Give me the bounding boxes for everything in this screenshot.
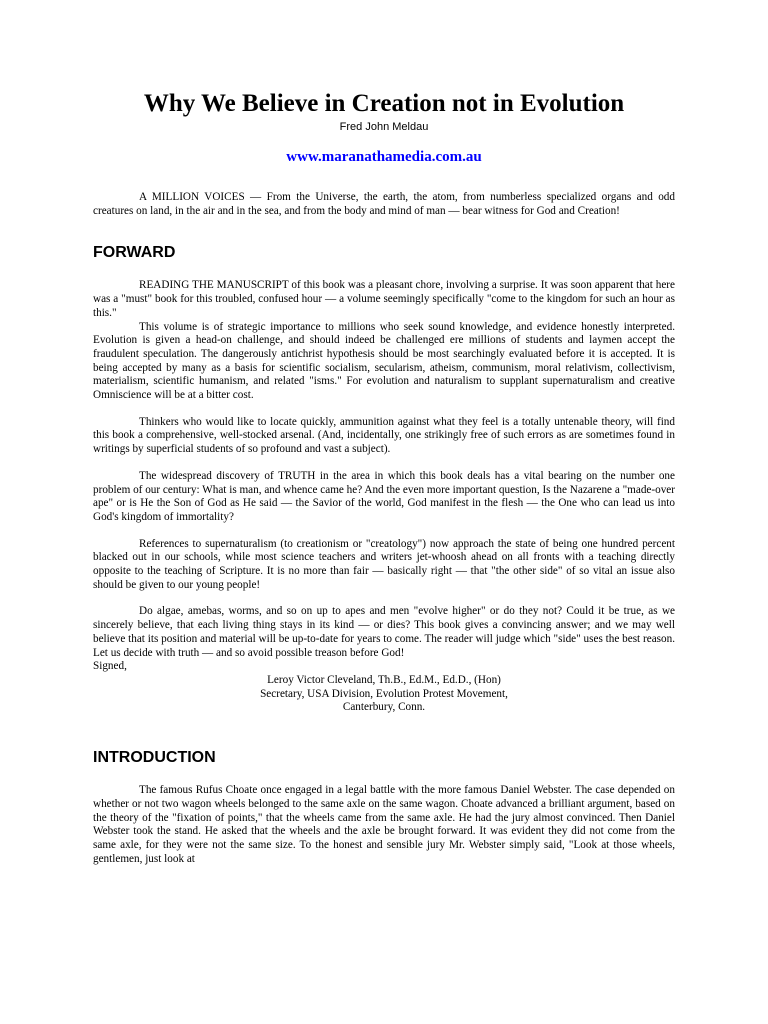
forward-paragraph-6: Do algae, amebas, worms, and so on up to apes and men "evolve higher" or do they not? Could it be true, as we sincerely believe, that each living thing stays in its kind — or dies? This book gives a convincing answer; and we may well believe that its position and material will be up-to-date for years to come. The reader will judge which "side" uses the best reason. Let us decide with truth — and so avoid possible treason before God! [93, 605, 675, 659]
signature-place: Canterbury, Conn. [342, 701, 426, 714]
signature-name: Leroy Victor Cleveland, Th.B., Ed.M., Ed.D., (Hon) [267, 673, 501, 686]
website-link-container [93, 148, 675, 166]
introduction-paragraph-1: The famous Rufus Choate once engaged in a legal battle with the more famous Daniel Webster. The case depended on whether or not two wagon wheels belonged to the same axle on the same wagon. Choate advanced a brilliant argument, based on the theory of the "fixation of points," that the wheels came from the same axle. He had the jury almost convinced. Then Daniel Webster took the stand. He asked that the wheels and the axle be brought forward. It was evident they did not come from the same axle, for they were not the same size. To the honest and sensible jury Mr. Webster simply said, "Look at those wheels, gentlemen, just look at [93, 784, 675, 865]
forward-paragraph-3: Thinkers who would like to locate quickly, ammunition against what they feel is a totally untenable theory, will find this book a comprehensive, well-stocked arsenal. (And, incidentally, one strikingly free of such errors as are sometimes found in writings by superficial students of so profound and vast a subject). [93, 415, 675, 456]
signed-label: Signed, [93, 660, 127, 673]
author-name: Fred John Meldau [339, 121, 429, 133]
forward-paragraph-5: References to supernaturalism (to creationism or "creatology") now approach the state of being one hundred percent blacked out in our schools, while most science teachers and writers jet-whoosh ahead on all fronts with a teaching directly opposite to the teaching of Scripture. It is no more than fair — basically right — that "the other side" of so vital an issue also should be given to our young people! [93, 537, 675, 591]
signature-title: Secretary, USA Division, Evolution Protest Movement, [260, 687, 508, 700]
forward-heading: FORWARD [93, 244, 176, 262]
forward-paragraph-2: This volume is of strategic importance to millions who seek sound knowledge, and evidence honestly interpreted. Evolution is given a head-on challenge, and should indeed be challenged ere millions of students and laymen accept the fraudulent speculation. The dangerously antichrist hypothesis should be most searchingly evaluated before it is accepted. It is being accepted by many as a basis for scientific socialism, secularism, atheism, communism, moral relativism, collectivism, materialism, scientific humanism, and related "isms." For evolution and naturalism to supplant supernaturalism and creative Omniscience will be at a bitter cost. [93, 320, 675, 402]
document-title: Why We Believe in Creation not in Evolution [143, 90, 625, 117]
introduction-heading: INTRODUCTION [93, 749, 216, 767]
opening-paragraph: A MILLION VOICES — From the Universe, the earth, the atom, from numberless specialized organs and odd creatures on land, in the air and in the sea, and from the body and mind of man — bear witness for God and Creation! [93, 191, 675, 217]
forward-paragraph-1: READING THE MANUSCRIPT of this book was a pleasant chore, involving a surprise. It was soon apparent that here was a "must" book for this troubled, confused hour — a volume seemingly specifically "come to the kingdom for such an hour as this." [93, 279, 675, 319]
forward-paragraph-4: The widespread discovery of TRUTH in the area in which this book deals has a vital bearing on the number one problem of our century: What is man, and whence came he? And the even more important question, Is the Nazarene a "made-over ape" or is He the Son of God as He said — the Savior of the world, God manifest in the flesh — the One who can lead us into God's kingdom of immortality? [93, 469, 675, 523]
website-link[interactable]: www.maranathamedia.com.au [286, 149, 482, 165]
